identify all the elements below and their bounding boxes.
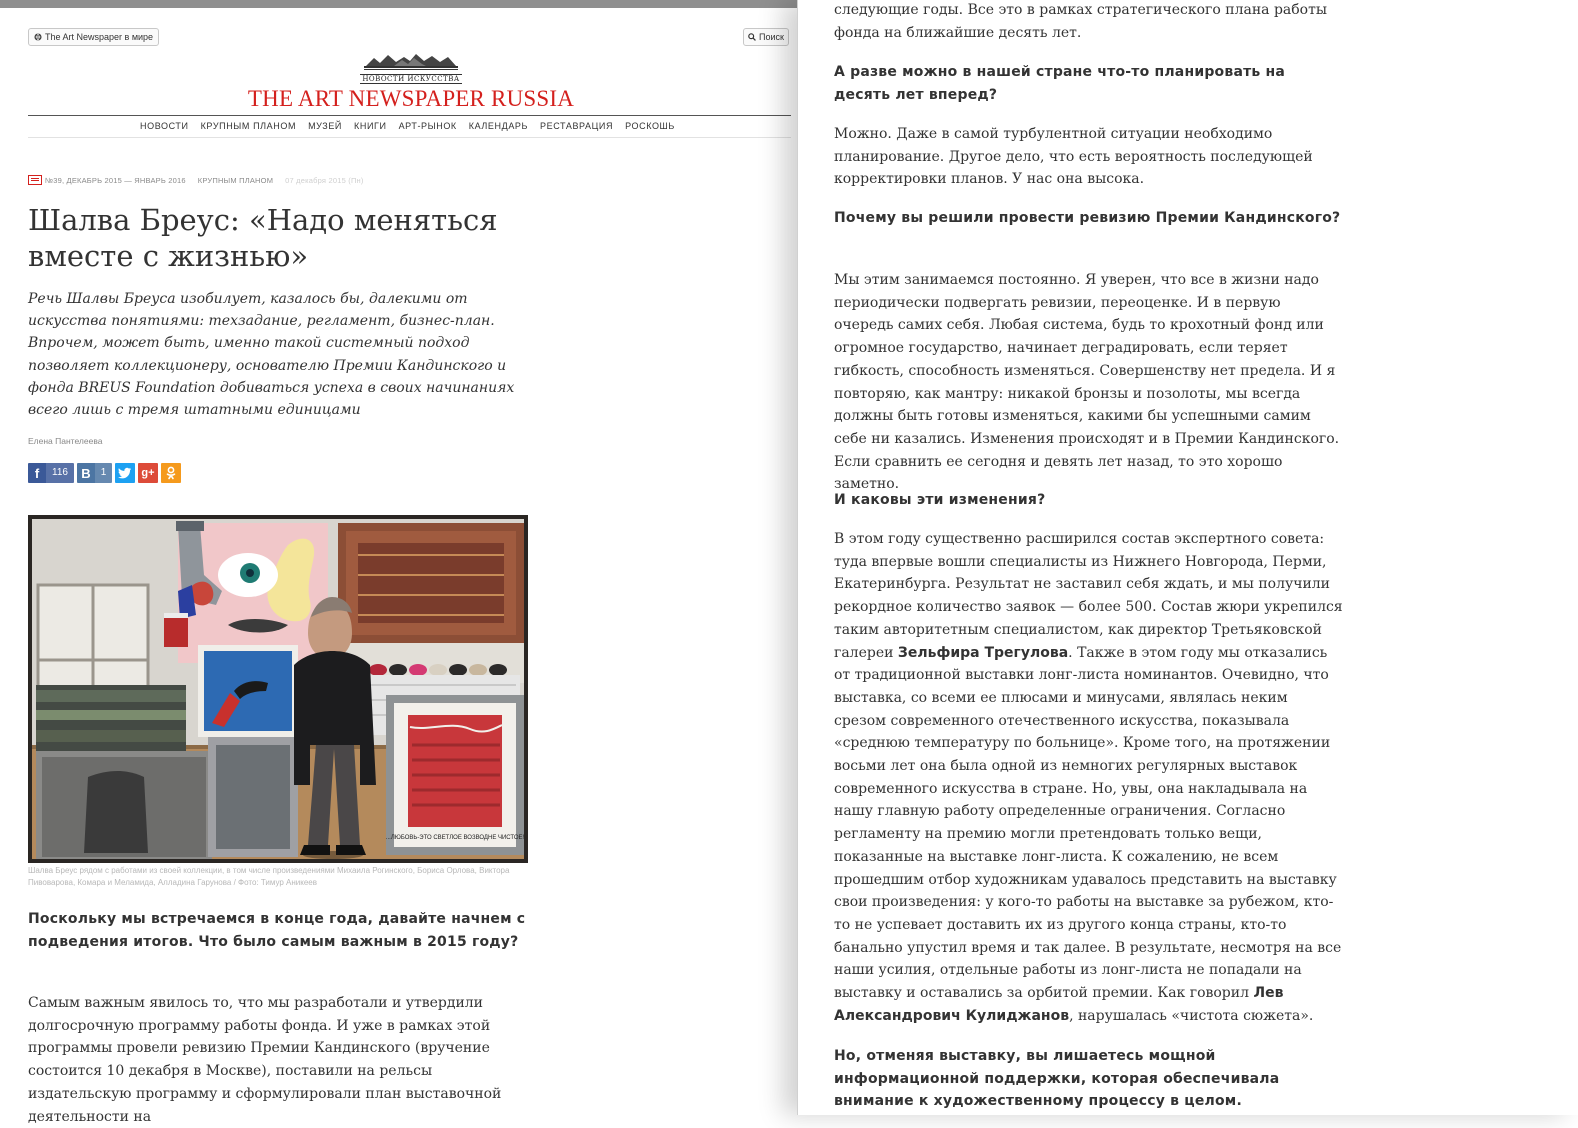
question-5: Но, отменяя выставку, вы лишаетесь мощной информационной поддержки, которая обеспечивала внимание к художественному процессу в целом. <box>834 1048 1280 1110</box>
twitter-icon <box>118 467 132 479</box>
facebook-share-button[interactable] <box>28 463 74 483</box>
twitter-share-button[interactable] <box>115 463 135 483</box>
issue-link[interactable] <box>28 175 186 185</box>
logo-emblem <box>364 52 458 76</box>
question-4: И каковы эти изменения? <box>834 492 1046 508</box>
person-link-tregulova[interactable]: Зельфира Трегулова <box>897 644 1069 661</box>
nav-divider-top <box>28 115 791 116</box>
answer-1-continued: следующие годы. Все это в рамках стратегического плана работы фонда на ближайшие десять лет. <box>834 2 1327 41</box>
section-link[interactable]: КРУПНЫМ ПЛАНОМ <box>197 175 274 185</box>
answer-2: Можно. Даже в самой турбулентной ситуации необходимо планирование. Другое дело, что есть вероятность последующей корректировки планов. У нас она высока. <box>834 126 1313 188</box>
search-icon <box>748 33 756 41</box>
article-photo[interactable] <box>28 515 528 863</box>
search-label: Поиск <box>759 32 784 42</box>
odnoklassniki-share-button[interactable] <box>161 463 181 483</box>
world-link-button[interactable] <box>28 28 159 46</box>
nav-item-close-up[interactable]: КРУПНЫМ ПЛАНОМ <box>200 121 297 131</box>
right-page <box>797 0 1578 1115</box>
facebook-count: 116 <box>46 463 74 483</box>
article-date: 07 декабря 2015 (Пн) <box>285 175 364 185</box>
question-2: А разве можно в нашей стране что-то планировать на десять лет вперед? <box>834 64 1286 103</box>
vk-icon: В <box>81 465 91 481</box>
nav-item-calendar[interactable]: КАЛЕНДАРЬ <box>468 121 529 131</box>
main-nav <box>140 121 675 131</box>
odnoklassniki-icon <box>166 466 176 480</box>
nav-item-news[interactable]: НОВОСТИ <box>140 121 189 131</box>
person-link-kulidzhanov[interactable]: Лев Александрович Кулиджанов <box>834 985 1284 1024</box>
facebook-icon: f <box>34 465 40 481</box>
answer-1: Самым важным явилось то, что мы разработали и утвердили долгосрочную программу работы фонда. И уже в рамках этой программы провели ревизию Премии Кандинского (вручение состоится 10 декабря в Москве), поставили на рельсы издательскую программу и сформулировали план выставочной деятельности на <box>28 995 502 1125</box>
poster-caption: ...ЛЮБОВЬ-ЭТО СВЕТЛОЕ ВОЗВОДНЕ ЧИСТОЕ! <box>385 835 525 841</box>
vk-share-button[interactable] <box>77 463 112 483</box>
vk-count: 1 <box>95 463 112 483</box>
nav-item-art-market[interactable]: АРТ-РЫНОК <box>398 121 457 131</box>
site-logo[interactable] <box>236 52 586 111</box>
answer-4 <box>834 528 1344 1027</box>
answer-4-part-3: , нарушалась «чистота сюжета». <box>1069 1007 1314 1024</box>
googleplus-share-button[interactable] <box>138 463 158 483</box>
nav-item-books[interactable]: КНИГИ <box>354 121 387 131</box>
photo-caption: Шалва Бреус рядом с работами из своей коллекции, в том числе произведениями Михаила Рогинского, Бориса Орлова, Виктора Пивоварова, Комара и Меламида, Алладина Гарунова / Фото: Тимур Аникеев <box>28 866 510 887</box>
world-link-label: The Art Newspaper в мире <box>45 32 154 42</box>
answer-3: Мы этим занимаемся постоянно. Я уверен, что все в жизни надо периодически подвергать ревизии, переоценке. И в первую очередь самих себя. Любая система, будь то крохотный фонд или огромное государство, начинает деградировать, если теряет гибкость, способность изменяться. Совершенству нет предела. И я повторяю, как мантру: никакой бронзы и позолоты, мы всегда должны быть готовы изменяться, какими бы успешными самим себе ни казались. Изменения происходят и в Премии Кандинского. Если сравнить ее сегодня и девять лет назад, то это хорошо заметно. <box>834 272 1340 493</box>
nav-divider-bottom <box>28 137 791 138</box>
answer-4-part-2: . Также в этом году мы отказались от традиционной выставки лонг-листа номинантов. Очевидно, что выставка, со всеми ее плюсами и минусами, являлась неким срезом современного отечественного искусства, показывала «среднюю температуру по больнице». Кроме того, на протяжении восьми лет она была одной из немногих регулярных выставок современного искусства в стране. Но, увы, она накладывала на нашу главную работу определенные ограничения. Согласно регламенту на премию могли претендовать только вещи, показанные на выставке лонг-листа. К сожалению, не всем прошедшим отбор художникам удавалось представить на выставку свои произведения: у кого-то работы на выставке за рубежом, кто-то не успевает доставить их из другого конца страны, кто-то банально упустил время и так далее. В результате, несмотря на все наши усилия, отдельные работы из лонг-листа не попадали на выставку и оставались за орбитой премии. Как говорил <box>834 644 1342 1002</box>
issue-label: №39, ДЕКАБРЬ 2015 — ЯНВАРЬ 2016 <box>45 175 186 185</box>
article-title: Шалва Бреус: «Надо меняться вместе с жизнью» <box>28 203 498 273</box>
left-page <box>0 8 797 1125</box>
logo-title: THE ART NEWSPAPER RUSSIA <box>247 86 575 111</box>
question-1: Поскольку мы встречаемся в конце года, давайте начнем с подведения итогов. Что было самым важным в 2015 году? <box>28 911 526 950</box>
nav-item-museum[interactable]: МУЗЕЙ <box>308 121 342 131</box>
nav-item-luxury[interactable]: РОСКОШЬ <box>625 121 675 131</box>
question-3: Почему вы решили провести ревизию Премии Кандинского? <box>834 210 1341 226</box>
article-author[interactable]: Елена Пантелеева <box>28 436 103 446</box>
article-meta <box>28 175 364 185</box>
globe-icon <box>34 33 42 41</box>
nav-item-restoration[interactable]: РЕСТАВРАЦИЯ <box>540 121 614 131</box>
newspaper-icon <box>28 175 42 185</box>
search-button[interactable] <box>743 28 789 46</box>
article-lead: Речь Шалвы Бреуса изобилует, казалось бы, далекими от искусства понятиями: техзадание, регламент, бизнес-план. Впрочем, может быть, именно такой системный подход позволяет коллекционеру, основателю Премии Кандинского и фонда BREUS Foundation добиваться успеха в своих начинаниях всего лишь с тремя штатными единицами <box>28 291 515 419</box>
googleplus-icon: g+ <box>141 467 155 479</box>
answer-4-part-1: В этом году существенно расширился состав экспертного совета: туда впервые вошли специалисты из Нижнего Новгорода, Перми, Екатеринбурга. Результат не заставил себя ждать, и мы получили рекордное количество заявок — более 500. Состав жюри укрепился таким авторитетным специалистом, как директор Третьяковской галереи <box>834 531 1343 661</box>
logo-subtitle: НОВОСТИ ИСКУССТВА <box>362 75 460 83</box>
share-buttons <box>28 463 181 483</box>
